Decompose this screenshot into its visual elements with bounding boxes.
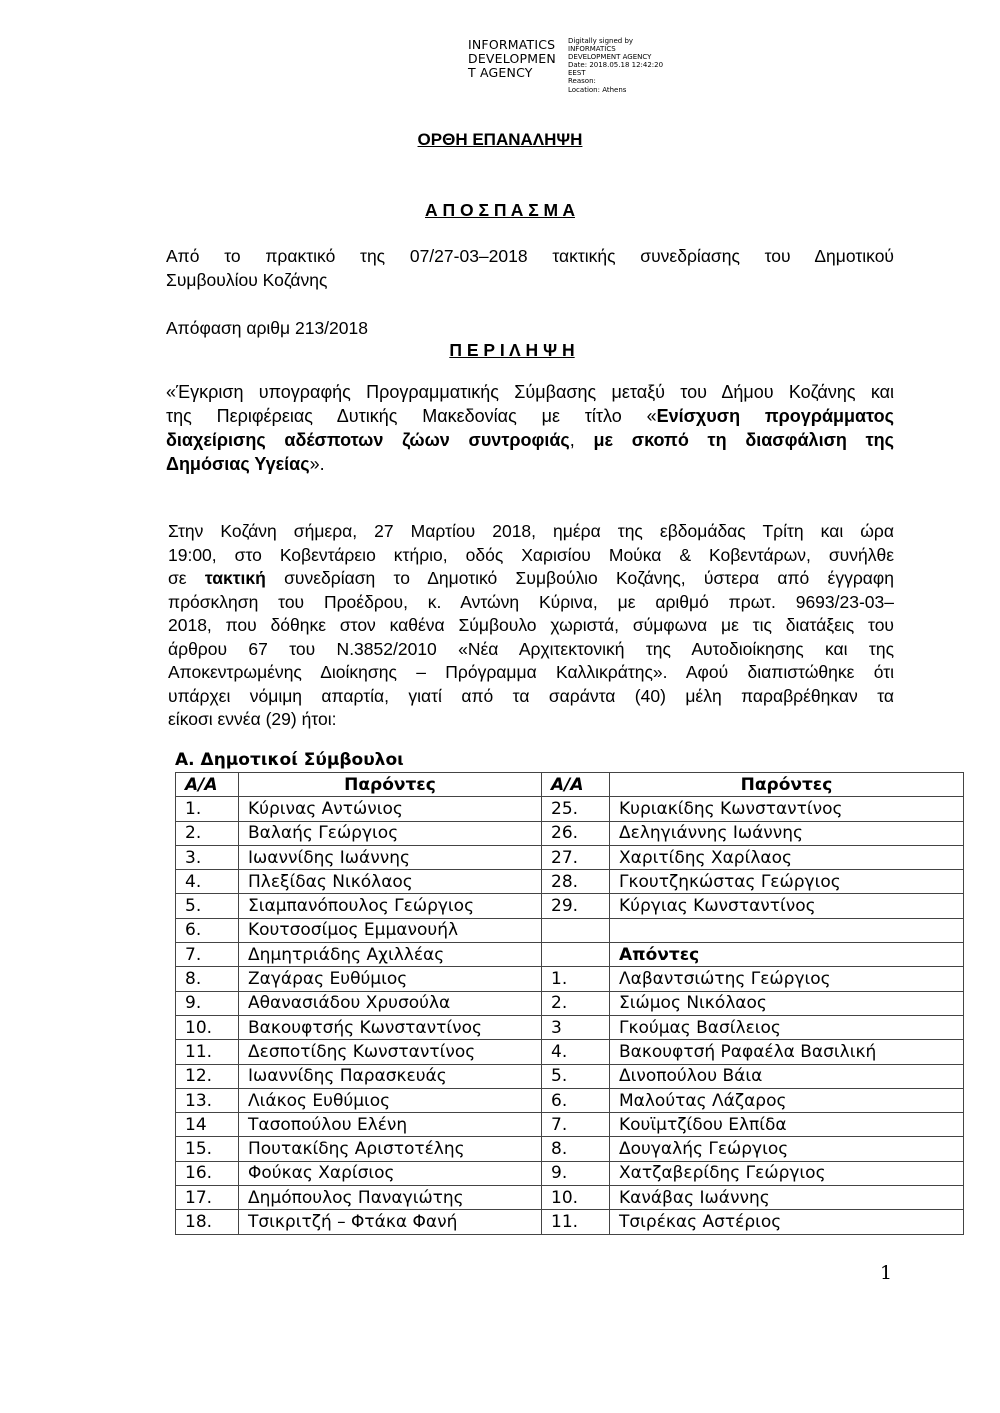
table-row xyxy=(176,1210,964,1234)
page-number: 1 xyxy=(880,1262,893,1284)
table-row xyxy=(176,870,964,894)
serial-number: 9. xyxy=(542,1161,610,1185)
table-row xyxy=(176,1015,964,1039)
signer-line: T AGENCY xyxy=(468,65,533,80)
summary-title-bold: Ενίσχυση προγράμματος xyxy=(656,406,894,426)
table-row xyxy=(176,1064,964,1088)
serial-number: 8. xyxy=(542,1137,610,1161)
member-name: Λαβαντσιώτης Γεώργιος xyxy=(610,967,964,991)
serial-number: 3. xyxy=(176,845,239,869)
serial-number: 26. xyxy=(542,821,610,845)
signer-line: DEVELOPMEN xyxy=(468,51,556,66)
table-row xyxy=(176,1137,964,1161)
intro-line: Από το πρακτικό της 07/27-03–2018 τακτικής συνεδρίασης του Δημοτικού xyxy=(166,246,894,266)
member-name: Ζαγάρας Ευθύμιος xyxy=(239,967,542,991)
table-row xyxy=(176,967,964,991)
signature-detail-line: INFORMATICS xyxy=(568,45,616,54)
serial-number: 2. xyxy=(542,991,610,1015)
serial-number: 29. xyxy=(542,894,610,918)
signature-detail-line: DEVELOPMENT AGENCY xyxy=(568,53,652,62)
member-name: Δεσποτίδης Κωνσταντίνος xyxy=(239,1040,542,1064)
summary-title-bold: διαχείρισης αδέσποτων ζώων συντροφιάς xyxy=(166,430,570,450)
body-line: είκοσι εννέα (29) ήτοι: xyxy=(168,709,337,729)
table-row xyxy=(176,1040,964,1064)
council-members-table xyxy=(175,772,964,1235)
signer-name xyxy=(468,38,564,80)
serial-number: 5. xyxy=(542,1064,610,1088)
member-name xyxy=(610,918,964,942)
member-name: Κυριακίδης Κωνσταντίνος xyxy=(610,797,964,821)
summary-title-bold: με σκοπό τη διασφάλιση της xyxy=(574,430,894,450)
table-row xyxy=(176,943,964,967)
member-name: Βαλαής Γεώργιος xyxy=(239,821,542,845)
member-name: Λιάκος Ευθύμιος xyxy=(239,1088,542,1112)
serial-number: 3 xyxy=(542,1015,610,1039)
member-name: Φούκας Χαρίσιος xyxy=(239,1161,542,1185)
table-row xyxy=(176,797,964,821)
absent-heading: Απόντες xyxy=(610,943,964,967)
member-name: Κανάβας Ιωάννης xyxy=(610,1186,964,1210)
serial-number: 28. xyxy=(542,870,610,894)
member-name: Κουϊμτζίδου Ελπίδα xyxy=(610,1113,964,1137)
member-name: Κύρινας Αντώνιος xyxy=(239,797,542,821)
extract-heading: Α Π Ο Σ Π Α Σ Μ Α xyxy=(425,200,575,220)
body-line: 2018, που δόθηκε στον καθένα Σύμβουλο χωριστά, σύμφωνα με τις διατάξεις του xyxy=(168,615,894,635)
summary-line xyxy=(166,404,894,428)
member-name: Μαλούτας Λάζαρος xyxy=(610,1088,964,1112)
body-line: άρθρου 67 του Ν.3852/2010 «Νέα Αρχιτεκτονική της Αυτοδιοίκησης και της xyxy=(168,638,894,659)
signature-detail-line: Digitally signed by xyxy=(568,37,634,45)
serial-number: 16. xyxy=(176,1161,239,1185)
member-name: Τσικριτζή – Φτάκα Φανή xyxy=(239,1210,542,1234)
table-row xyxy=(176,1088,964,1112)
member-name: Σιαμπανόπουλος Γεώργιος xyxy=(239,894,542,918)
member-name: Πλεξίδας Νικόλαος xyxy=(239,870,542,894)
signer-line: INFORMATICS xyxy=(468,37,556,52)
body-line: Αποκεντρωμένης Διοίκησης – Πρόγραμμα Καλλικράτης». Αφού διαπιστώθηκε ότι xyxy=(168,662,894,682)
serial-number: 18. xyxy=(176,1210,239,1234)
member-name: Χατζαβερίδης Γεώργιος xyxy=(610,1161,964,1185)
serial-number xyxy=(542,943,610,967)
intro-paragraph xyxy=(166,244,894,292)
member-name: Γκουτζηκώστας Γεώργιος xyxy=(610,870,964,894)
member-name: Βακουφτσή Ραφαέλα Βασιλική xyxy=(610,1040,964,1064)
header-present: Παρόντες xyxy=(610,773,964,797)
serial-number: 6. xyxy=(542,1088,610,1112)
serial-number xyxy=(542,918,610,942)
summary-line xyxy=(166,452,894,476)
serial-number: 13. xyxy=(176,1088,239,1112)
serial-number: 8. xyxy=(176,967,239,991)
member-name: Χαριτίδης Χαρίλαος xyxy=(610,845,964,869)
table-row xyxy=(176,1161,964,1185)
table-row xyxy=(176,1186,964,1210)
section-a-heading: Α. Δημοτικοί Σύμβουλοι xyxy=(175,750,404,770)
body-line: Στην Κοζάνη σήμερα, 27 Μαρτίου 2018, ημέρα της εβδομάδας Τρίτη και ώρα xyxy=(168,521,894,541)
serial-number: 9. xyxy=(176,991,239,1015)
signature-location: Location: Athens xyxy=(568,85,627,94)
table-row xyxy=(176,894,964,918)
decision-number: Απόφαση αριθμ 213/2018 xyxy=(166,318,368,338)
table-header-row xyxy=(176,773,964,797)
signature-date: Date: 2018.05.18 12:42:20 xyxy=(568,61,664,70)
summary-text: ». xyxy=(309,454,325,474)
table-row xyxy=(176,821,964,845)
serial-number: 25. xyxy=(542,797,610,821)
serial-number: 12. xyxy=(176,1064,239,1088)
summary-text: της Περιφέρειας Δυτικής Μακεδονίας με τίτλο « xyxy=(166,406,657,426)
signature-reason: Reason: xyxy=(568,77,596,86)
table-row xyxy=(176,991,964,1015)
serial-number: 7. xyxy=(176,943,239,967)
member-name: Ιωαννίδης Ιωάννης xyxy=(239,845,542,869)
summary-paragraph xyxy=(166,380,894,476)
member-name: Βακουφτσής Κωνσταντίνος xyxy=(239,1015,542,1039)
summary-line: «Έγκριση υπογραφής Προγραμματικής Σύμβασης μεταξύ του Δήμου Κοζάνης και xyxy=(166,382,894,402)
signature-details xyxy=(568,37,678,94)
member-name: Ιωαννίδης Παρασκευάς xyxy=(239,1064,542,1088)
intro-line: Συμβουλίου Κοζάνης xyxy=(166,270,328,290)
serial-number: 14 xyxy=(176,1113,239,1137)
member-name: Κύργιας Κωνσταντίνος xyxy=(610,894,964,918)
summary-title-bold: Δημόσιας Υγείας xyxy=(166,454,310,474)
serial-number: 4. xyxy=(542,1040,610,1064)
serial-number: 27. xyxy=(542,845,610,869)
member-name: Δεληγιάννης Ιωάννης xyxy=(610,821,964,845)
serial-number: 11. xyxy=(542,1210,610,1234)
serial-number: 17. xyxy=(176,1186,239,1210)
summary-heading: Π Ε Ρ Ι Λ Η Ψ Η xyxy=(449,340,575,360)
serial-number: 7. xyxy=(542,1113,610,1137)
serial-number: 2. xyxy=(176,821,239,845)
member-name: Τσιρέκας Αστέριος xyxy=(610,1210,964,1234)
member-name: Αθανασιάδου Χρυσούλα xyxy=(239,991,542,1015)
serial-number: 1. xyxy=(176,797,239,821)
serial-number: 11. xyxy=(176,1040,239,1064)
member-name: Δημητριάδης Αχιλλέας xyxy=(239,943,542,967)
serial-number: 15. xyxy=(176,1137,239,1161)
body-line: πρόσκληση του Προέδρου, κ. Αντώνη Κύρινα, με αριθμό πρωτ. 9693/23-03– xyxy=(168,591,894,612)
serial-number: 4. xyxy=(176,870,239,894)
member-name: Δουγαλής Γεώργιος xyxy=(610,1137,964,1161)
member-name: Γκούμας Βασίλειος xyxy=(610,1015,964,1039)
meeting-paragraph xyxy=(168,520,894,732)
serial-number: 5. xyxy=(176,894,239,918)
member-name: Σιώμος Νικόλαος xyxy=(610,991,964,1015)
header-serial: Α/Α xyxy=(176,773,239,797)
body-line: υπάρχει νόμιμη απαρτία, γιατί από τα σαράντα (40) μέλη παραβρέθηκαν τα xyxy=(168,685,894,706)
table-row xyxy=(176,1113,964,1137)
body-line xyxy=(168,567,894,591)
member-name: Κουτσοσίμος Εμμανουήλ xyxy=(239,918,542,942)
body-text: συνεδρίαση το Δημοτικό Συμβούλιο Κοζάνης, ύστερα από έγγραφη xyxy=(265,568,894,588)
header-present: Παρόντες xyxy=(239,773,542,797)
summary-line xyxy=(166,428,894,452)
member-name: Πουτακίδης Αριστοτέλης xyxy=(239,1137,542,1161)
serial-number: 6. xyxy=(176,918,239,942)
signature-detail-line: EEST xyxy=(568,69,586,78)
correction-heading: ΟΡΘΗ ΕΠΑΝΑΛΗΨΗ xyxy=(417,130,583,149)
serial-number: 10. xyxy=(542,1186,610,1210)
serial-number: 1. xyxy=(542,967,610,991)
member-name: Δινοπούλου Βάια xyxy=(610,1064,964,1088)
meeting-type-bold: τακτική xyxy=(204,568,266,588)
table-row xyxy=(176,918,964,942)
table-row xyxy=(176,845,964,869)
header-serial: Α/Α xyxy=(542,773,610,797)
body-line: 19:00, στο Κοβεντάρειο κτήριο, οδός Χαρισίου Μούκα & Κοβεντάρων, συνήλθε xyxy=(168,544,894,565)
summary-text: , xyxy=(569,430,575,450)
body-text: σε xyxy=(168,568,205,588)
member-name: Τασοπούλου Ελένη xyxy=(239,1113,542,1137)
member-name: Δημόπουλος Παναγιώτης xyxy=(239,1186,542,1210)
serial-number: 10. xyxy=(176,1015,239,1039)
